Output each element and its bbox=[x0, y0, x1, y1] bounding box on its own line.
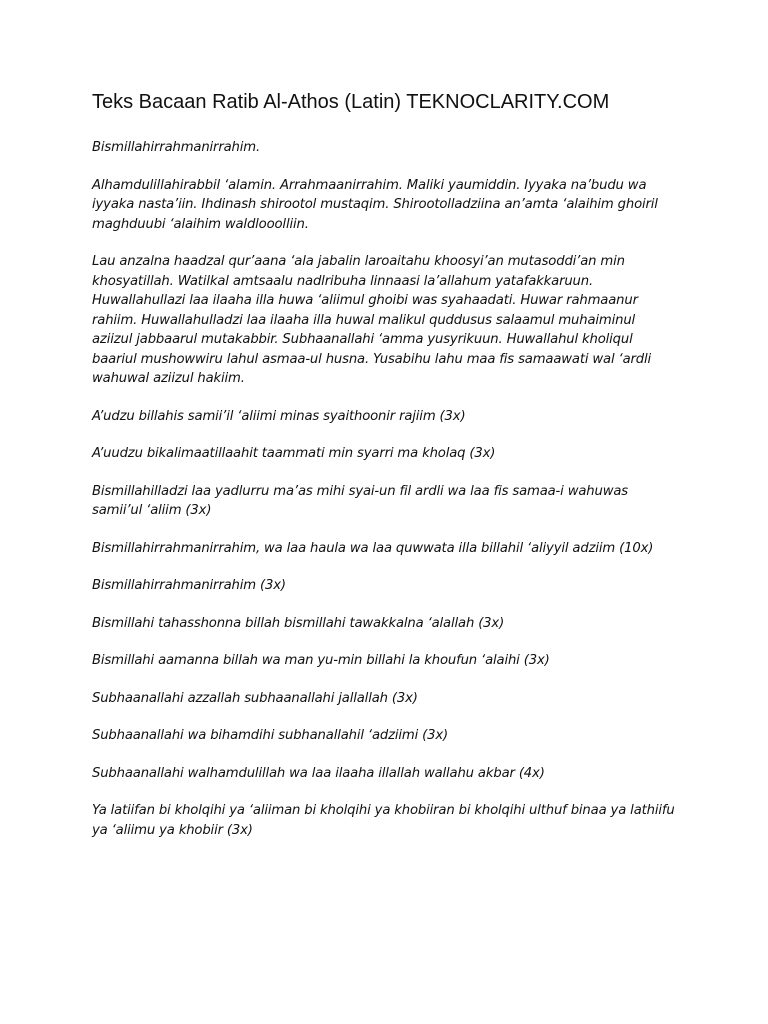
paragraph-1: Bismillahirrahmanirrahim. bbox=[92, 140, 260, 155]
paragraph-4: A’udzu billahis samii’il ‘aliimi minas syaithoonir rajiim (3x) bbox=[92, 408, 466, 424]
paragraph-11: Subhaanallahi azzallah subhaanallahi jallallah (3x) bbox=[92, 690, 418, 706]
paragraph-6: Bismillahilladzi laa yadlurru ma’as mihi syai-un fil ardli wa laa fis samaa-i wahuwas samii’ul ‘aliim (3x) bbox=[92, 483, 628, 518]
paragraph-14: Ya latiifan bi kholqihi ya ‘aliiman bi kholqihi ya khobiiran bi kholqihi ulthuf binaa ya lathiifu ya ‘aliimu ya khobiir (3x) bbox=[92, 803, 675, 838]
paragraph-3: Lau anzalna haadzal qur’aana ‘ala jabalin laroaitahu khoosyi’an mutasoddi’an min khosyatillah. Watilkal amtsaalu nadlribuha linnaasi la’allahum yatafakkaruun. Huwallahullazi laa ilaaha illa huwa ‘aliimul ghoibi was syahaadati. Huwar rahmaanur rahiim. Huwallahulladzi laa ilaaha illa huwal malikul quddusus salaamul muhaiminul aziizul jabbaarul mutakabbir. Subhaanallahi ‘amma yusyrikuun. Huwallahul kholiqul baariul mushowwiru lahul asmaa-ul husna. Yusabihu lahu maa fis samaawati wal ‘ardli wahuwal aziizul hakiim. bbox=[92, 254, 652, 386]
paragraph-13: Subhaanallahi walhamdulillah wa laa ilaaha illallah wallahu akbar (4x) bbox=[92, 765, 545, 781]
paragraph-2: Alhamdulillahirabbil ‘alamin. Arrahmaanirrahim. Maliki yaumiddin. Iyyaka na’budu wa iyyaka nasta’iin. Ihdinash shirootol mustaqim. Shirootolladziina an’amta ‘alaihim ghoiril maghduubi ‘alaihim waldlooolliin. bbox=[92, 177, 658, 232]
document-title: Teks Bacaan Ratib Al-Athos (Latin) TEKNOCLARITY.COM bbox=[92, 91, 610, 113]
paragraph-7: Bismillahirrahmanirrahim, wa laa haula wa laa quwwata illa billahil ‘aliyyil adziim (10x) bbox=[92, 540, 654, 556]
paragraph-8: Bismillahirrahmanirrahim (3x) bbox=[92, 578, 286, 593]
document-page bbox=[92, 88, 678, 858]
paragraph-12: Subhaanallahi wa bihamdihi subhanallahil ‘adziimi (3x) bbox=[92, 728, 449, 743]
paragraph-9: Bismillahi tahasshonna billah bismillahi tawakkalna ‘alallah (3x) bbox=[92, 615, 505, 631]
paragraph-10: Bismillahi aamanna billah wa man yu-min billahi la khoufun ‘alaihi (3x) bbox=[92, 653, 550, 668]
paragraph-5: A’uudzu bikalimaatillaahit taammati min syarri ma kholaq (3x) bbox=[92, 446, 496, 461]
